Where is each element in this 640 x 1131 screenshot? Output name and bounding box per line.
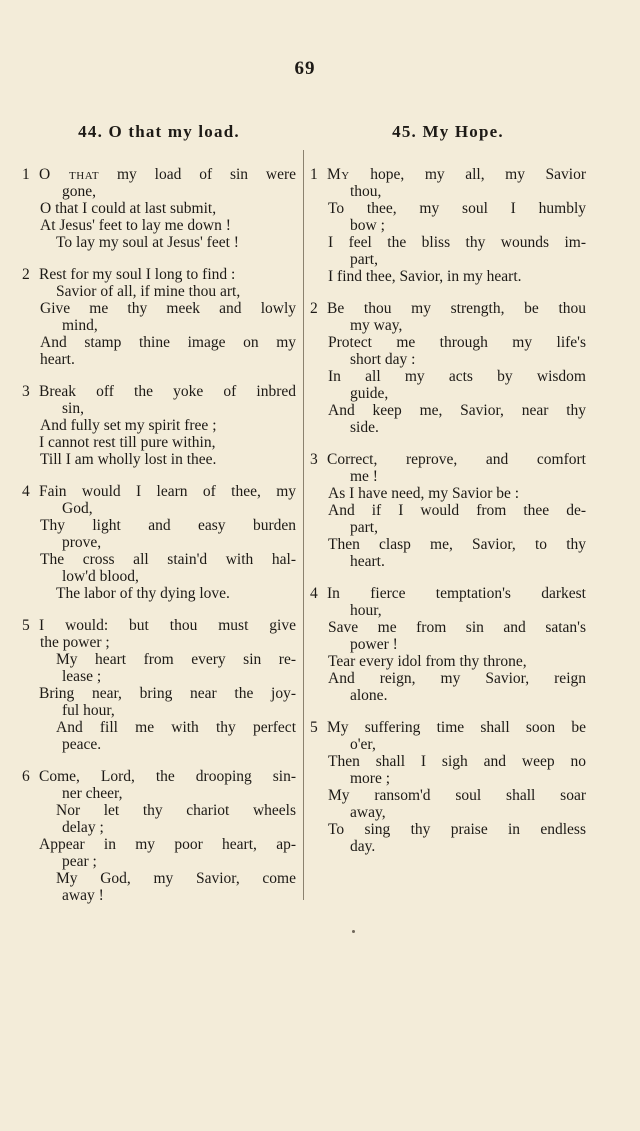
stanza-line: 2 Be thou my strength, be thou bbox=[310, 300, 586, 317]
stanza-line: I cannot rest till pure within, bbox=[39, 434, 216, 451]
stanza-line: heart. bbox=[40, 351, 75, 368]
stanza-line: 4 Fain would I learn of thee, my bbox=[22, 483, 296, 500]
stanza-line: 3 Correct, reprove, and comfort bbox=[310, 451, 586, 468]
stanza-line: In all my acts by wisdom bbox=[328, 368, 586, 385]
stanza-line: My ransom'd soul shall soar bbox=[328, 787, 586, 804]
stanza-line: side. bbox=[350, 419, 379, 436]
stanza-line: God, bbox=[62, 500, 93, 517]
stanza-line: alone. bbox=[350, 687, 388, 704]
stanza-line: sin, bbox=[62, 400, 84, 417]
stanza-line: And fill me with thy perfect bbox=[56, 719, 296, 736]
stanza-line: mind, bbox=[62, 317, 98, 334]
stanza-number: 1 bbox=[22, 166, 30, 183]
small-caps-lead: O that bbox=[39, 166, 100, 183]
stanza-line: To sing thy praise in endless bbox=[328, 821, 586, 838]
paper-speck bbox=[352, 930, 355, 933]
stanza-line: delay ; bbox=[62, 819, 104, 836]
stanza-number: 4 bbox=[310, 585, 318, 602]
stanza-line: Appear in my poor heart, ap- bbox=[39, 836, 296, 853]
stanza-line: 3 Break off the yoke of inbred bbox=[22, 383, 296, 400]
stanza-line: And stamp thine image on my bbox=[40, 334, 296, 351]
stanza-line: I find thee, Savior, in my heart. bbox=[328, 268, 522, 285]
stanza-line: day. bbox=[350, 838, 376, 855]
stanza-line: To lay my soul at Jesus' feet ! bbox=[56, 234, 239, 251]
stanza-4 bbox=[22, 483, 296, 602]
stanza-line: pear ; bbox=[62, 853, 97, 870]
stanza-line: low'd blood, bbox=[62, 568, 139, 585]
stanza-line: guide, bbox=[350, 385, 389, 402]
stanza-line: hour, bbox=[350, 602, 382, 619]
stanza-number: 1 bbox=[310, 166, 318, 183]
stanza-number: 6 bbox=[22, 768, 30, 785]
stanza-line: And reign, my Savior, reign bbox=[328, 670, 586, 687]
stanza-4 bbox=[310, 585, 586, 704]
stanza-6 bbox=[22, 768, 296, 904]
stanza-line: o'er, bbox=[350, 736, 376, 753]
stanza-line: Protect me through my life's bbox=[328, 334, 586, 351]
stanza-line: more ; bbox=[350, 770, 391, 787]
stanza-line: gone, bbox=[62, 183, 97, 200]
hymn-title: 44. O that my load. bbox=[78, 122, 240, 141]
stanza-line: Savior of all, if mine thou art, bbox=[56, 283, 241, 300]
page-number: 69 bbox=[294, 58, 316, 79]
stanza-line: Then clasp me, Savior, to thy bbox=[328, 536, 586, 553]
stanza-line: 1 O that my load of sin were bbox=[22, 166, 296, 183]
stanza-5 bbox=[22, 617, 296, 753]
stanza-line: I feel the bliss thy wounds im- bbox=[328, 234, 586, 251]
stanza-line: And if I would from thee de- bbox=[328, 502, 586, 519]
column-divider bbox=[303, 150, 304, 900]
stanza-line: away ! bbox=[62, 887, 104, 904]
stanza-line: The cross all stain'd with hal- bbox=[40, 551, 296, 568]
stanza-line: Save me from sin and satan's bbox=[328, 619, 586, 636]
stanza-line: Then shall I sigh and weep no bbox=[328, 753, 586, 770]
stanza-line: part, bbox=[350, 519, 378, 536]
stanza-line: 6 Come, Lord, the drooping sin- bbox=[22, 768, 296, 785]
stanza-line: Till I am wholly lost in thee. bbox=[40, 451, 217, 468]
stanza-line: My heart from every sin re- bbox=[56, 651, 296, 668]
stanza-line: me ! bbox=[350, 468, 378, 485]
stanza-line: away, bbox=[350, 804, 386, 821]
stanza-line: power ! bbox=[350, 636, 398, 653]
stanza-line: 5 My suffering time shall soon be bbox=[310, 719, 586, 736]
stanza-line: Nor let thy chariot wheels bbox=[56, 802, 296, 819]
stanza-line: thou, bbox=[350, 183, 382, 200]
stanza-number: 5 bbox=[22, 617, 30, 634]
stanza-line: Give me thy meek and lowly bbox=[40, 300, 296, 317]
stanza-line: O that I could at last submit, bbox=[40, 200, 217, 217]
stanza-line: my way, bbox=[350, 317, 403, 334]
stanza-line: And keep me, Savior, near thy bbox=[328, 402, 586, 419]
stanza-2 bbox=[310, 300, 586, 436]
stanza-3 bbox=[22, 383, 296, 468]
stanza-number: 2 bbox=[22, 266, 30, 283]
small-caps-lead: My bbox=[327, 166, 350, 183]
stanza-line: ner cheer, bbox=[62, 785, 123, 802]
stanza-line: To thee, my soul I humbly bbox=[328, 200, 586, 217]
stanza-number: 5 bbox=[310, 719, 318, 736]
stanza-line: Thy light and easy burden bbox=[40, 517, 296, 534]
stanza-line: prove, bbox=[62, 534, 102, 551]
stanza-line: And fully set my spirit free ; bbox=[40, 417, 217, 434]
stanza-number: 3 bbox=[22, 383, 30, 400]
stanza-number: 2 bbox=[310, 300, 318, 317]
stanza-number: 4 bbox=[22, 483, 30, 500]
hymn-title: 45. My Hope. bbox=[392, 122, 504, 141]
stanza-5 bbox=[310, 719, 586, 855]
stanza-1 bbox=[22, 166, 296, 251]
stanza-line: ful hour, bbox=[62, 702, 115, 719]
stanza-line: Bring near, bring near the joy- bbox=[39, 685, 296, 702]
stanza-line: The labor of thy dying love. bbox=[56, 585, 230, 602]
hymn-45 bbox=[310, 122, 586, 870]
stanza-line: At Jesus' feet to lay me down ! bbox=[40, 217, 231, 234]
stanza-line: the power ; bbox=[40, 634, 110, 651]
stanza-line: 1 My hope, my all, my Savior bbox=[310, 166, 586, 183]
stanza-1 bbox=[310, 166, 586, 285]
stanza-line: My God, my Savior, come bbox=[56, 870, 296, 887]
stanza-line: part, bbox=[350, 251, 378, 268]
stanza-line: lease ; bbox=[62, 668, 102, 685]
stanza-line: As I have need, my Savior be : bbox=[328, 485, 520, 502]
stanza-line: Tear every idol from thy throne, bbox=[328, 653, 527, 670]
stanza-line: 4 In fierce temptation's darkest bbox=[310, 585, 586, 602]
stanza-2 bbox=[22, 266, 296, 368]
stanza-number: 3 bbox=[310, 451, 318, 468]
stanza-line: peace. bbox=[62, 736, 102, 753]
stanza-3 bbox=[310, 451, 586, 570]
stanza-line: 5 I would: but thou must give bbox=[22, 617, 296, 634]
stanza-line: heart. bbox=[350, 553, 385, 570]
stanza-line: short day : bbox=[350, 351, 416, 368]
stanza-line: bow ; bbox=[350, 217, 385, 234]
hymn-44 bbox=[22, 122, 296, 919]
stanza-line: 2 Rest for my soul I long to find : bbox=[22, 266, 236, 283]
